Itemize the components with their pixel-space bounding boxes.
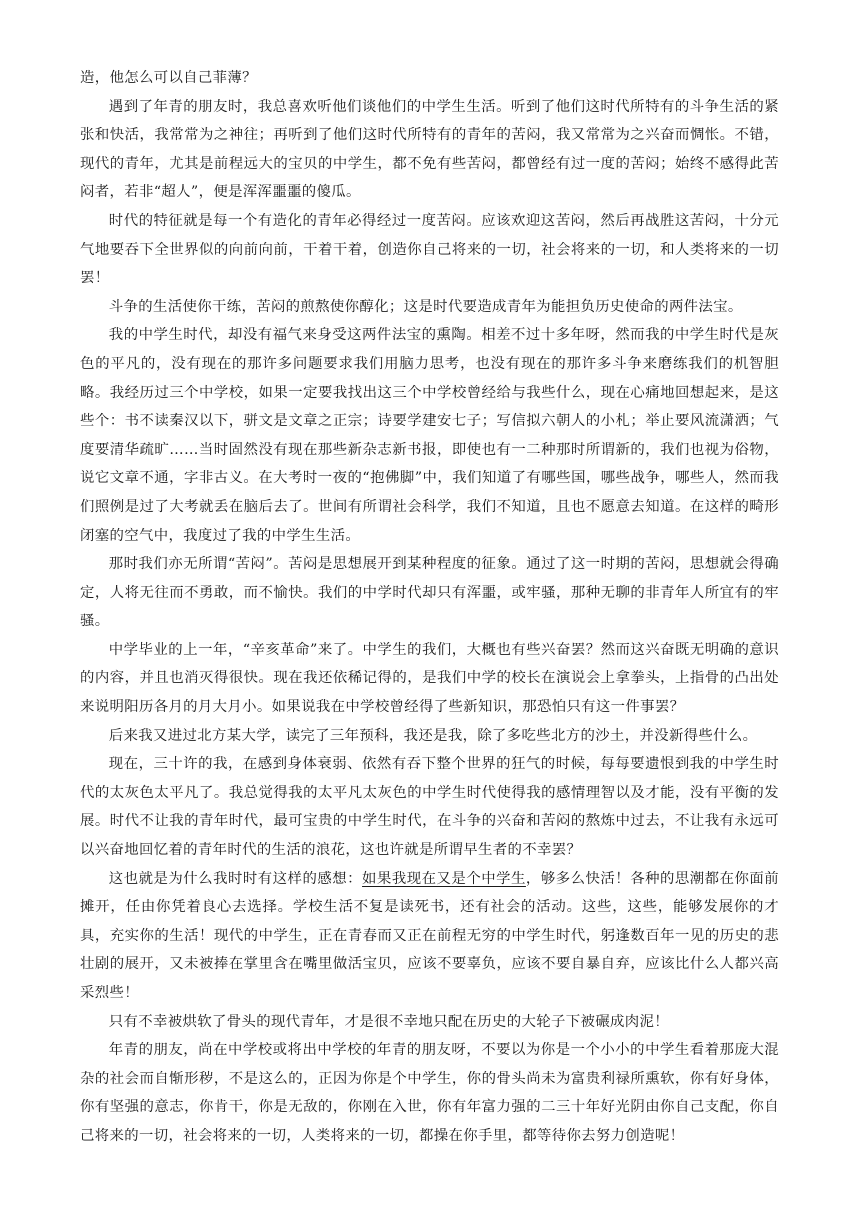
paragraph-6: 那时我们亦无所谓“苦闷”。苦闷是思想展开到某种程度的征象。通过了这一时期的苦闷，思想就会得确定，人将无往而不勇敢，而不愉快。我们的中学时代却只有浑噩，或牢骚，那种无聊的非青年人所宜有的牢骚。 [80, 556, 779, 630]
paragraph-9: 现在，三十许的我，在感到身体衰弱、依然有吞下整个世界的狂气的时候，每每要遗恨到我的中学生时代的太灰色太平凡了。我总觉得我的太平凡太灰色的中学生时代使得我的感情理智以及才能，没有平衡的发展。时代不让我的青年时代，最可宝贵的中学生时代，在斗争的兴奋和苦闷的熬炼中过去，不让我有永远可以兴奋地回忆着的青年时代的生活的浪花，这也许就是所谓早生者的不幸罢？ [80, 756, 779, 859]
paragraph-4: 斗争的生活使你干练，苦闷的煎熬使你醇化；这是时代要造成青年为能担负历史使命的两件法宝。 [108, 298, 743, 315]
paragraph-5: 我的中学生时代，却没有福气来身受这两件法宝的熏陶。相差不过十多年呀，然而我的中学生时代是灰色的平凡的，没有现在的那许多问题要求我们用脑力思考，也没有现在的那许多斗争来磨练我们的机智胆略。我经历过三个中学校，如果一定要我找出这三个中学校曾经给与我些什么，现在心痛地回想起来，是这些个：书不读秦汉以下，骈文是文章之正宗；诗要学建安七子；写信拟六朝人的小札；举止要风流潇洒；气度要清华疏旷……当时固然没有现在那些新杂志新书报，即使也有一二种那时所谓新的，我们也视为俗物，说它文章不通，字非古义。在大考时一夜的“抱佛脚”中，我们知道了有哪些国，哪些战争，哪些人，然而我们照例是过了大考就丢在脑后去了。世间有所谓社会科学，我们不知道，且也不愿意去知道。在这样的畸形闭塞的空气中，我度过了我的中学生生活。 [80, 327, 779, 544]
paragraph-1: 造，他怎么可以自己菲薄？ [80, 70, 257, 86]
paragraph-10-start: 这也就是为什么我时时有这样的感想： [108, 870, 363, 887]
paragraph-3: 时代的特征就是每一个有造化的青年必得经过一度苦闷。应该欢迎这苦闷，然后再战胜这苦闷，十分元气地要吞下全世界似的向前向前，干着干着，创造你自己将来的一切，社会将来的一切，和人类将来的一切罢！ [80, 212, 779, 287]
paragraph-8: 后来我又进过北方某大学，读完了三年预科，我还是我，除了多吃些北方的沙土，并没新得些什么。 [108, 727, 758, 744]
paragraph-10-rest: ，够多么快活！各种的思潮都在你面前摊开，任由你凭着良心去选择。学校生活不复是读死书，还有社会的活动。这些，这些，能够发展你的才具，充实你的生活！现代的中学生，正在青春而又正在前程无穷的中学生时代，躬逢数百年一见的历史的悲壮剧的展开，又未被捧在掌里含在嘴里做活宝贝，应该不要辜负，应该不要自暴自弃，应该比什么人都兴高采烈些！ [80, 870, 780, 1001]
paragraph-2: 遇到了年青的朋友时，我总喜欢听他们谈他们的中学生生活。听到了他们这时代所特有的斗争生活的紧张和快活，我常常为之神往；再听到了他们这时代所特有的青年的苦闷，我又常常为之兴奋而惆怅。不错，现代的青年，尤其是前程远大的宝贝的中学生，都不免有些苦闷，都曾经有过一度的苦闷；始终不感得此苦闷者，若非“超人”，便是浑浑噩噩的傻瓜。 [80, 98, 779, 201]
paragraph-11: 只有不幸被烘软了骨头的现代青年，才是很不幸地只配在历史的大轮子下被碾成肉泥！ [108, 1013, 669, 1030]
paragraph-7: 中学毕业的上一年，“辛亥革命”来了。中学生的我们，大概也有些兴奋罢？然而这兴奋既无明确的意识的内容，并且也消灭得很快。现在我还依稀记得的，是我们中学的校长在演说会上拿拳头，上指骨的凸出处来说明阳历各月的月大月小。如果说我在中学校曾经得了些新知识，那恐怕只有这一件事罢？ [80, 641, 779, 716]
paragraph-12: 年青的朋友，尚在中学校或将出中学校的年青的朋友呀，不要以为你是一个小小的中学生看着那庞大混杂的社会而自惭形秽，不是这么的，正因为你是个中学生，你的骨头尚未为富贵利禄所熏软，你有好身体，你有坚强的意志，你肯干，你是无敌的，你刚在入世，你有年富力强的二三十年好光阴由你自己支配，你自己将来的一切，社会将来的一切，人类将来的一切，都操在你手里，都等待你去努力创造呢！ [80, 1042, 779, 1144]
document-page [80, 64, 779, 1151]
underlined-sentence: 如果我现在又是个中学生 [362, 870, 526, 887]
paragraph-10 [80, 865, 779, 1008]
